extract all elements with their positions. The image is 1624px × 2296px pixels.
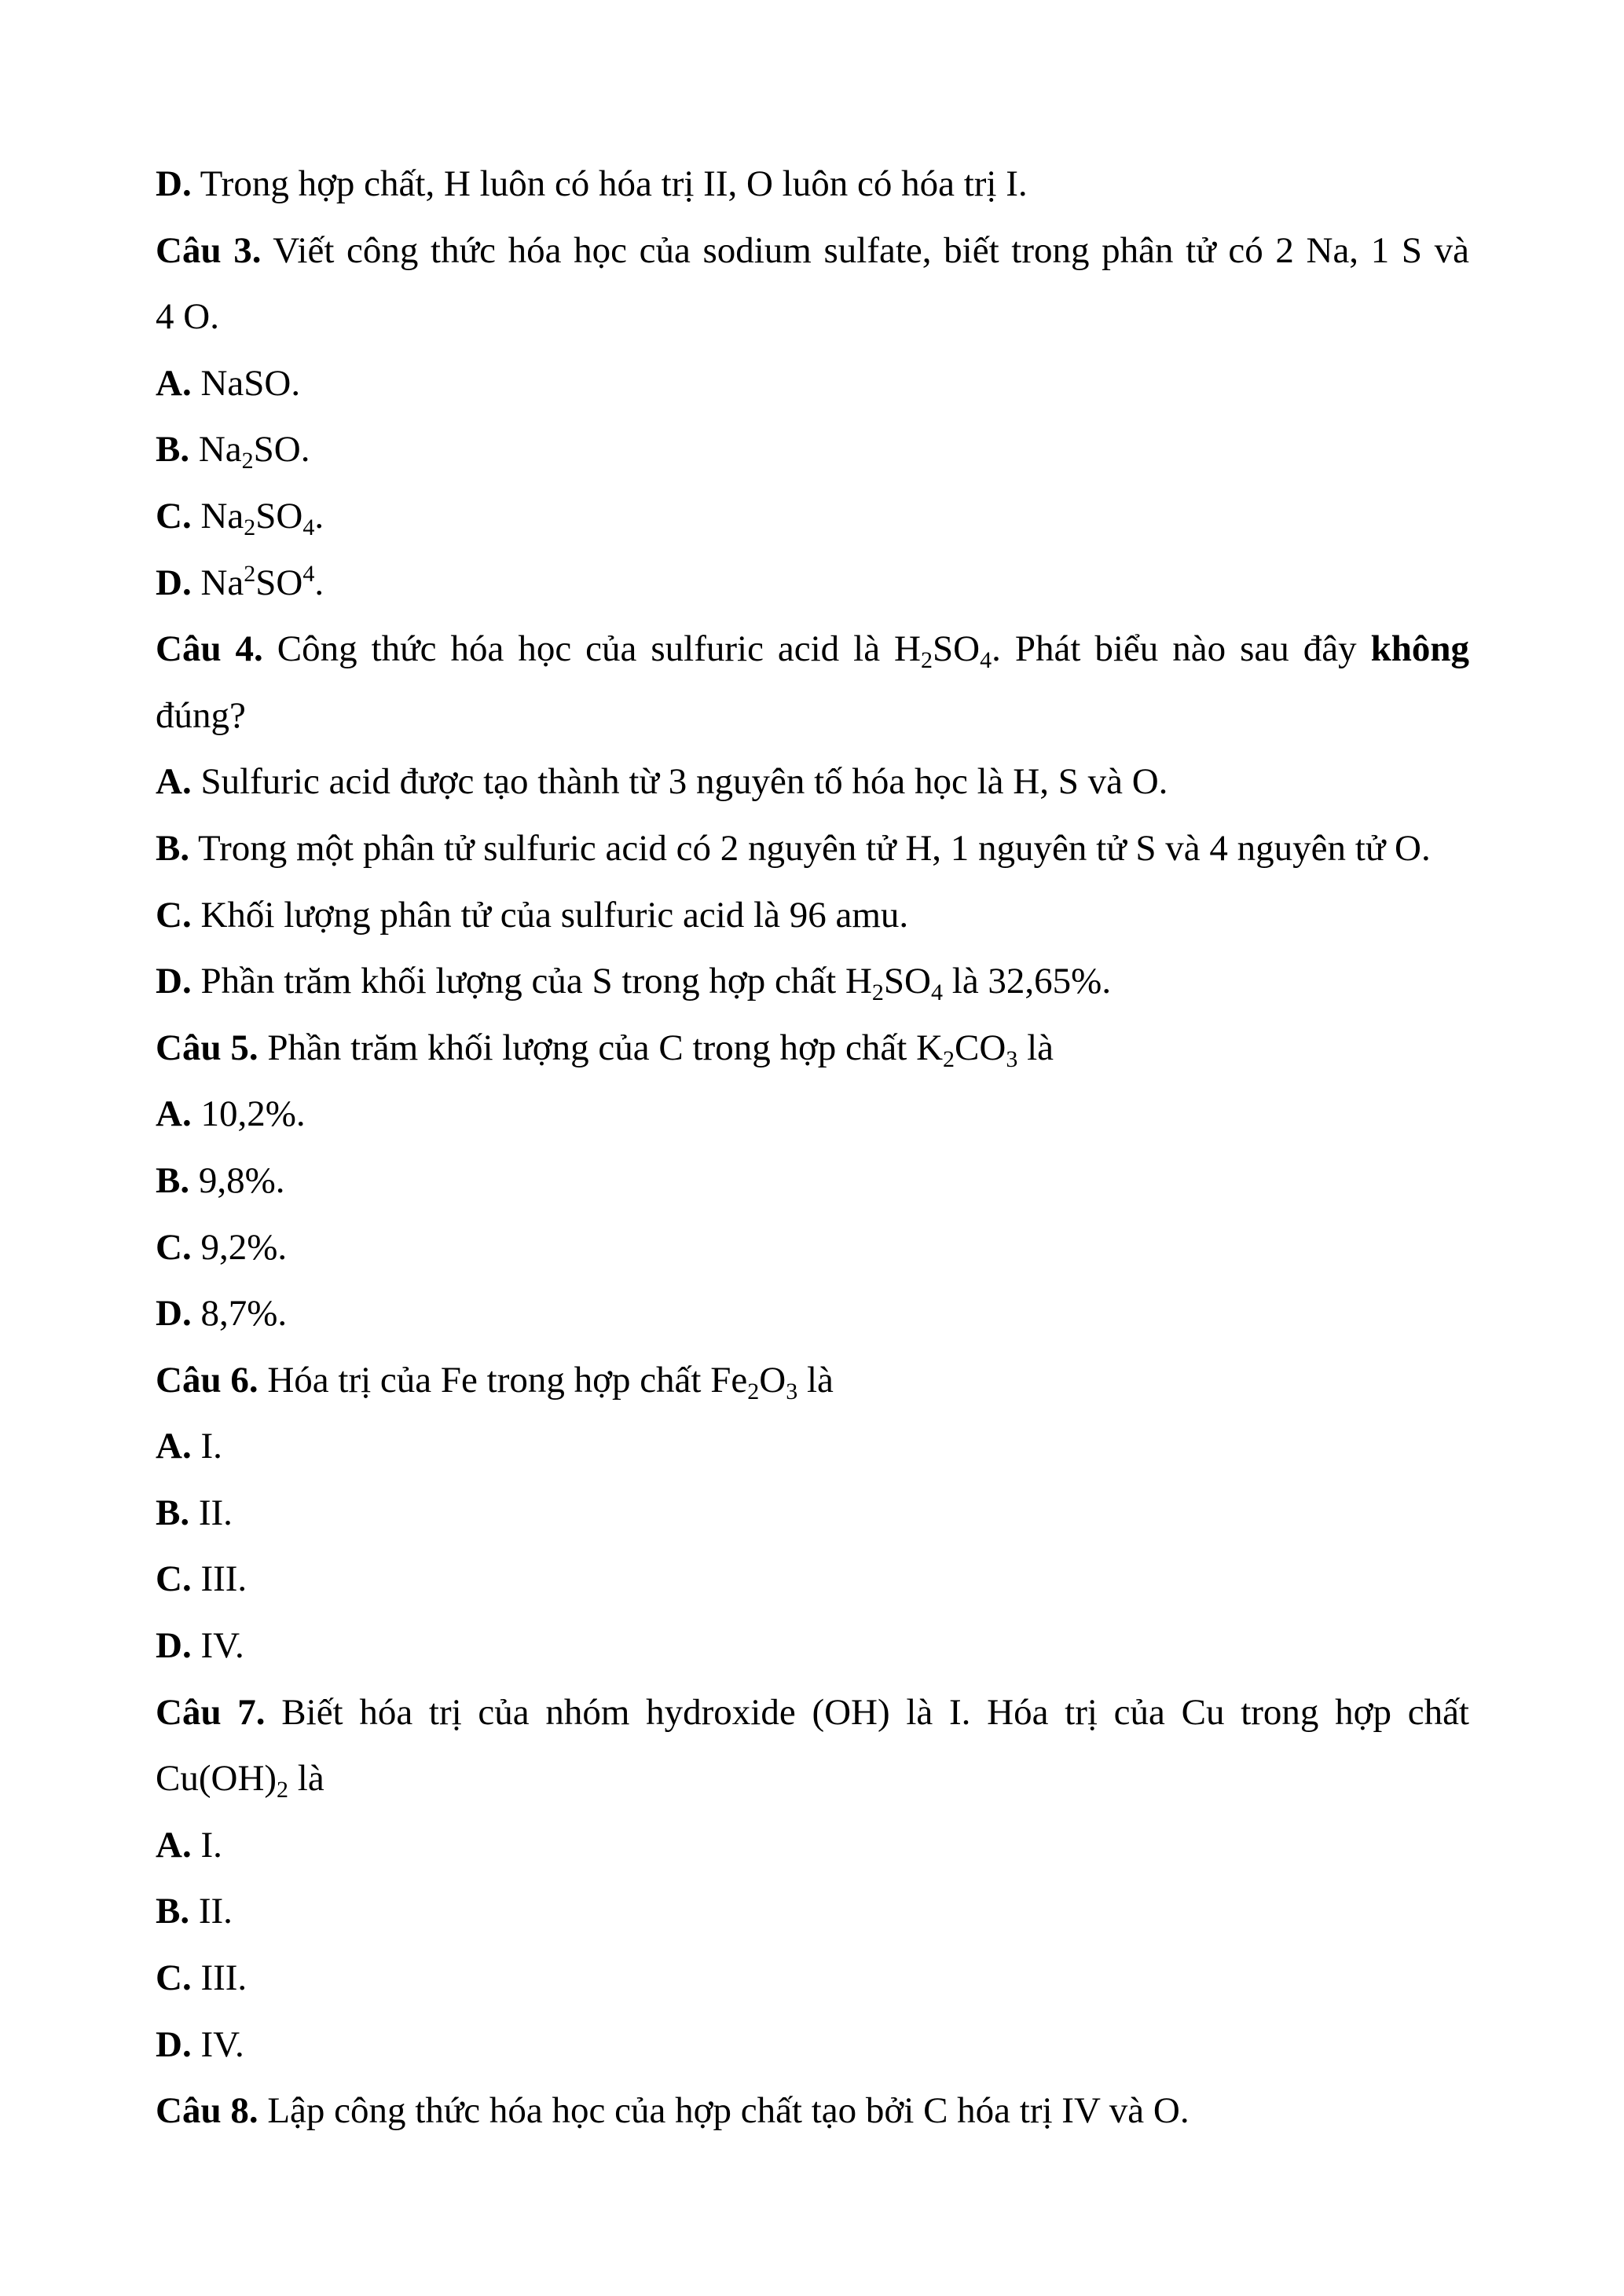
option-label: B. [156, 1891, 190, 1932]
option-label: D. [156, 163, 192, 204]
option-label: D. [156, 562, 192, 603]
option-text: IV. [191, 2023, 244, 2065]
option-b-line [156, 416, 1469, 483]
question-5-line [156, 1015, 1469, 1082]
formula-text: SO [255, 495, 303, 536]
question-7-line-2 [156, 1745, 1469, 1812]
option-text: SO [883, 961, 932, 1002]
question-text: . Phát biểu nào sau đây [992, 628, 1371, 670]
option-text: 10,2%. [191, 1093, 306, 1135]
subscript: 2 [747, 1378, 760, 1404]
subscript: 2 [277, 1777, 289, 1803]
question-text: CO [955, 1027, 1006, 1068]
question-4-line-1 [156, 616, 1469, 683]
formula-text: Na [191, 495, 244, 536]
question-text: Hóa trị của Fe trong hợp chất Fe [258, 1359, 748, 1401]
option-c-line [156, 1546, 1469, 1613]
option-label: A. [156, 1093, 192, 1135]
question-label: Câu 5. [156, 1027, 258, 1068]
option-a-line [156, 1812, 1469, 1879]
option-label: A. [156, 761, 192, 803]
option-label: D. [156, 2023, 192, 2065]
subscript: 4 [302, 514, 315, 540]
question-7-line-1 [156, 1679, 1469, 1746]
question-text: Công thức hóa học của sulfuric acid là H [262, 628, 921, 670]
option-d-line [156, 1613, 1469, 1679]
question-text: đúng? [156, 694, 246, 736]
formula-text: . [314, 562, 324, 603]
option-d-line [156, 948, 1469, 1015]
question-3-line-2 [156, 284, 1469, 350]
option-label: A. [156, 362, 192, 404]
option-text: 9,2%. [191, 1226, 288, 1268]
formula-text: SO [255, 562, 303, 603]
option-label: A. [156, 1426, 192, 1467]
option-text: Sulfuric acid được tạo thành từ 3 nguyên tố hóa học là H, S và O. [191, 761, 1168, 803]
subscript: 3 [1006, 1045, 1018, 1072]
question-text: 4 O. [156, 296, 219, 338]
question-text: Cu(OH) [156, 1758, 277, 1800]
question-3-line-1 [156, 218, 1469, 284]
subscript: 4 [931, 980, 944, 1006]
option-a-line [156, 1081, 1469, 1148]
option-c-line [156, 1945, 1469, 2012]
question-4-line-2 [156, 683, 1469, 749]
option-label: C. [156, 1558, 192, 1600]
option-label: B. [156, 429, 190, 471]
option-text: Trong hợp chất, H luôn có hóa trị II, O luôn có hóa trị I. [191, 163, 1028, 204]
option-a-line [156, 749, 1469, 815]
question-text: là [288, 1758, 324, 1800]
question-text: SO [933, 628, 981, 670]
option-d-line [156, 151, 1469, 218]
document-page [156, 151, 1469, 2144]
question-text: là [797, 1359, 834, 1401]
option-label: B. [156, 1159, 190, 1201]
subscript: 2 [943, 1045, 955, 1072]
option-text: 8,7%. [191, 1293, 288, 1335]
question-label: Câu 4. [156, 628, 263, 670]
subscript: 4 [980, 647, 992, 674]
option-label: C. [156, 495, 192, 536]
option-text: IV. [191, 1625, 244, 1667]
superscript: 4 [302, 560, 315, 587]
option-c-line [156, 483, 1469, 550]
option-a-line [156, 1413, 1469, 1480]
formula-text: . [314, 495, 324, 536]
option-text: là 32,65%. [943, 961, 1112, 1002]
option-text: I. [191, 1824, 222, 1866]
option-d-line [156, 550, 1469, 617]
option-c-line [156, 1214, 1469, 1281]
subscript: 2 [921, 647, 933, 674]
question-label: Câu 6. [156, 1359, 258, 1401]
option-label: B. [156, 1492, 190, 1533]
option-b-line [156, 1148, 1469, 1214]
option-label: D. [156, 1625, 192, 1667]
option-text: 9,8%. [189, 1159, 285, 1201]
question-text: O [759, 1359, 786, 1401]
emphasis-text: không [1370, 628, 1469, 670]
option-label: C. [156, 1957, 192, 1999]
question-6-line [156, 1347, 1469, 1414]
subscript: 2 [871, 980, 884, 1006]
question-text: Viết công thức hóa học của sodium sulfate, biết trong phân tử có 2 Na, 1 S và [261, 229, 1469, 271]
option-a-line [156, 350, 1469, 417]
option-d-line [156, 1280, 1469, 1347]
subscript: 2 [244, 514, 256, 540]
option-text: II. [189, 1891, 233, 1932]
subscript: 2 [241, 448, 254, 474]
option-text: Trong một phân tử sulfuric acid có 2 nguyên tử H, 1 nguyên tử S và 4 nguyên tử O. [189, 827, 1431, 869]
option-text: II. [189, 1492, 233, 1533]
option-b-line [156, 1878, 1469, 1945]
option-text: Khối lượng phân tử của sulfuric acid là 96 amu. [191, 894, 909, 936]
option-text: I. [191, 1426, 222, 1467]
question-text: là [1017, 1027, 1054, 1068]
option-label: D. [156, 1293, 192, 1335]
option-text: III. [191, 1957, 247, 1999]
option-label: C. [156, 894, 192, 936]
option-label: A. [156, 1824, 192, 1866]
question-text: Biết hóa trị của nhóm hydroxide (OH) là I. Hóa trị của Cu trong hợp chất [265, 1691, 1469, 1733]
option-d-line [156, 2012, 1469, 2078]
question-text: Lập công thức hóa học của hợp chất tạo bởi C hóa trị IV và O. [258, 2090, 1190, 2132]
formula-text: SO. [253, 429, 310, 471]
option-text: NaSO. [191, 362, 301, 404]
formula-text: Na [191, 562, 244, 603]
option-b-line [156, 815, 1469, 882]
subscript: 3 [786, 1378, 798, 1404]
question-label: Câu 7. [156, 1691, 266, 1733]
formula-text: Na [189, 429, 242, 471]
option-label: B. [156, 827, 190, 869]
question-label: Câu 3. [156, 229, 262, 271]
option-c-line [156, 882, 1469, 949]
option-label: C. [156, 1226, 192, 1268]
option-text: Phần trăm khối lượng của S trong hợp chất H [191, 961, 872, 1002]
question-8-line [156, 2078, 1469, 2144]
superscript: 2 [244, 560, 256, 587]
question-text: Phần trăm khối lượng của C trong hợp chất K [258, 1027, 944, 1068]
option-b-line [156, 1480, 1469, 1547]
option-text: III. [191, 1558, 247, 1600]
option-label: D. [156, 961, 192, 1002]
question-label: Câu 8. [156, 2090, 258, 2132]
